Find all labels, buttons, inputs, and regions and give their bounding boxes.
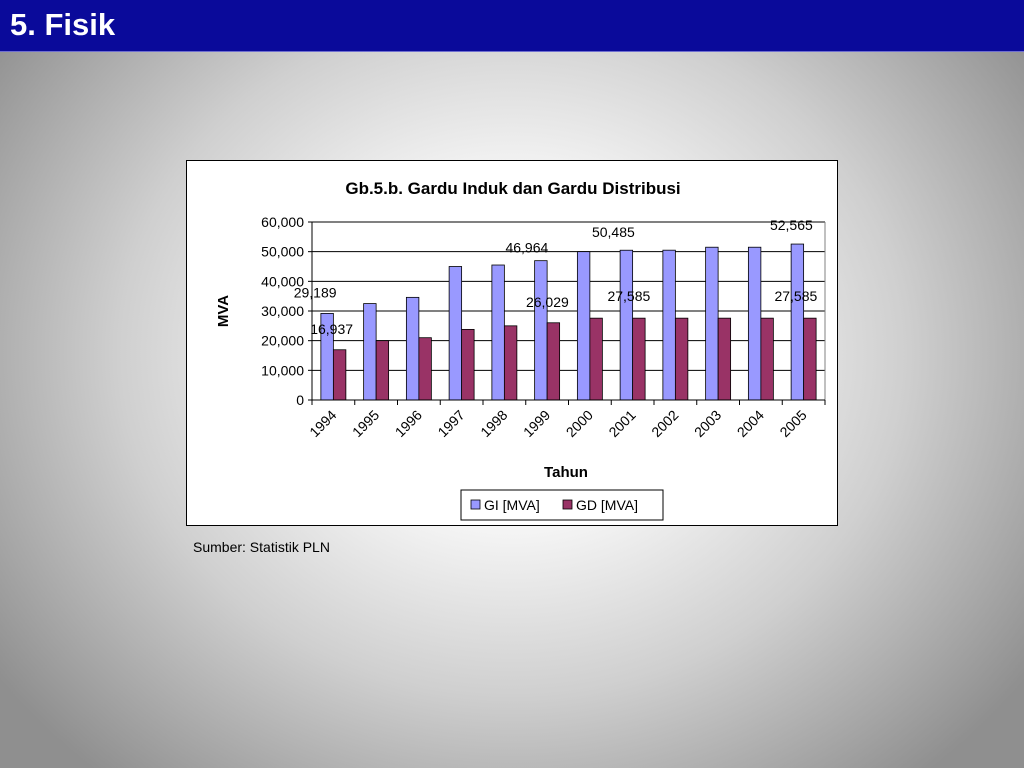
x-tick-label-2002: 2002	[648, 406, 682, 441]
slide-title: 5. Fisik	[10, 7, 116, 42]
y-axis-label: MVA	[215, 294, 232, 328]
x-axis-label: Tahun	[544, 464, 588, 481]
bar-gi-2004	[748, 247, 761, 400]
legend	[461, 490, 663, 520]
bar-gd-1996	[419, 338, 432, 400]
legend-swatch-gi	[471, 500, 480, 509]
y-tick-label: 60,000	[261, 214, 304, 230]
y-tick-label: 50,000	[261, 243, 304, 260]
bar-gd-1995	[376, 341, 389, 400]
legend-swatch-gd	[563, 500, 572, 509]
bar-gd-1998	[504, 326, 517, 400]
source-note: Sumber: Statistik PLN	[193, 539, 330, 555]
x-tick-label-1996: 1996	[391, 406, 425, 441]
data-label: 27,585	[774, 288, 818, 305]
bar-gi-1997	[449, 267, 462, 401]
bar-gi-2002	[663, 250, 676, 400]
y-tick-label: 10,000	[261, 362, 304, 379]
bar-gd-1994	[333, 350, 346, 400]
data-label: 46,964	[505, 239, 549, 256]
y-tick-label: 20,000	[261, 332, 304, 349]
bar-gi-1995	[364, 304, 377, 400]
bar-gd-2004	[761, 318, 774, 400]
y-tick-label: 30,000	[261, 303, 304, 319]
bar-gd-1999	[547, 323, 560, 400]
bar-gi-1998	[492, 265, 505, 400]
x-tick-label-1994: 1994	[306, 406, 340, 441]
chart-title: Gb.5.b. Gardu Induk dan Gardu Distribusi	[345, 179, 681, 198]
bar-gi-2000	[577, 252, 590, 400]
bar-gi-2001	[620, 250, 633, 400]
data-label: 16,937	[310, 320, 354, 337]
x-tick-label-2003: 2003	[690, 406, 725, 441]
x-tick-label-2005: 2005	[776, 406, 810, 441]
bar-gd-2001	[633, 318, 646, 400]
x-tick-label-1997: 1997	[434, 406, 468, 441]
chart-frame	[186, 160, 838, 526]
bar-gd-2002	[675, 318, 688, 400]
data-label: 27,585	[607, 288, 651, 305]
bar-gd-2005	[804, 318, 817, 400]
x-tick-label-1998: 1998	[477, 406, 511, 441]
y-tick-label: 0	[296, 392, 304, 408]
bar-gd-1997	[462, 329, 475, 400]
legend-label-gd: GD [MVA]	[576, 497, 638, 513]
x-tick-label-1995: 1995	[348, 406, 383, 441]
bar-gi-1999	[535, 261, 548, 400]
title-bar	[0, 0, 1024, 52]
bar-gi-2003	[706, 247, 719, 400]
data-label: 52,565	[769, 217, 813, 234]
legend-label-gi: GI [MVA]	[484, 497, 540, 513]
bar-gd-2000	[590, 318, 603, 400]
bar-gi-1996	[406, 297, 419, 400]
bar-gd-2003	[718, 318, 731, 400]
x-tick-label-2001: 2001	[605, 406, 639, 441]
y-tick-label: 40,000	[261, 273, 304, 290]
bar-chart	[187, 161, 837, 525]
data-label: 29,189	[293, 284, 337, 301]
x-tick-label-2000: 2000	[562, 406, 596, 441]
x-tick-label-1999: 1999	[519, 406, 554, 441]
data-label: 26,029	[525, 293, 569, 310]
x-tick-label-2004: 2004	[733, 406, 767, 441]
data-label: 50,485	[591, 224, 635, 241]
bar-gi-2005	[791, 244, 804, 400]
